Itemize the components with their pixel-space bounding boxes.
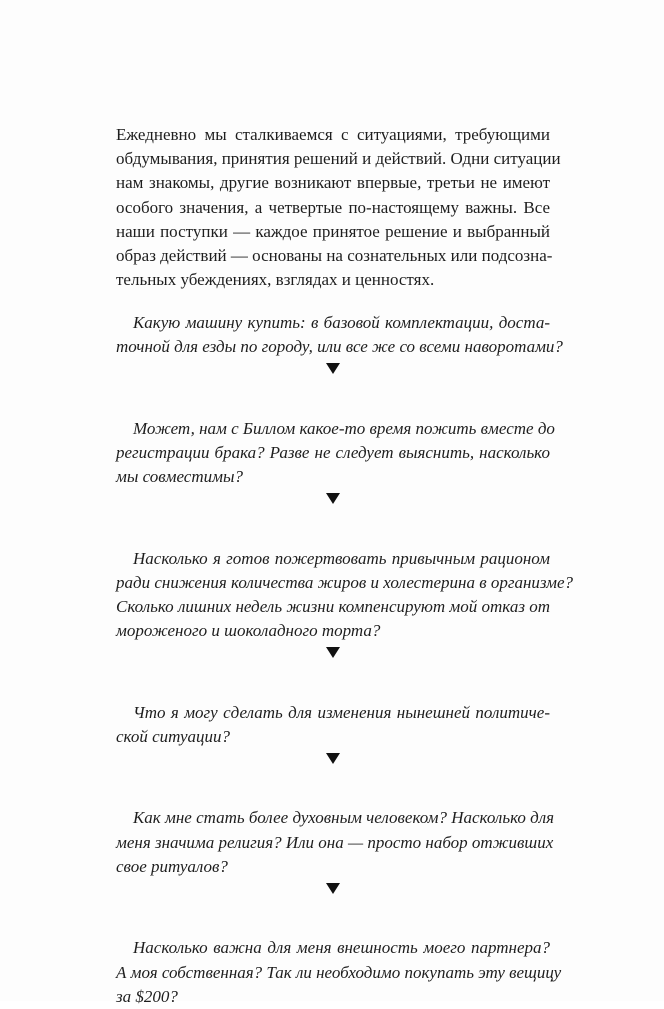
- question-line: за $200?: [116, 987, 178, 1006]
- question-line: мороженого и шоколадного торта?: [116, 621, 381, 640]
- question-line: Может, нам с Биллом какое-то время пожить вместе до: [133, 419, 555, 438]
- question-line: А моя собственная? Так ли необходимо покупать эту вещицу: [116, 963, 562, 982]
- question-line: Как мне стать более духовным человеком? Насколько для: [133, 808, 555, 827]
- down-triangle-icon: [326, 647, 340, 658]
- down-triangle-icon: [326, 883, 340, 894]
- question-line: Что я могу сделать для изменения нынешней политиче-: [133, 703, 550, 722]
- body-paragraph-line: тельных убеждениях, взглядах и ценностях.: [116, 270, 435, 289]
- down-triangle-icon: [326, 753, 340, 764]
- body-paragraph-line: образ действий — основаны на сознательных или подсозна-: [116, 246, 553, 265]
- question-line: Сколько лишних недель жизни компенсируют мой отказ от: [116, 597, 550, 616]
- body-paragraph-line: нам знакомы, другие возникают впервые, третьи не имеют: [116, 173, 550, 192]
- question-line: меня значима религия? Или она — просто набор отживших: [116, 833, 554, 852]
- question-line: ради снижения количества жиров и холестерина в организме?: [116, 573, 574, 592]
- question-line: мы совместимы?: [116, 467, 243, 486]
- question-line: точной для езды по городу, или все же со всеми наворотами?: [116, 337, 563, 356]
- down-triangle-icon: [326, 493, 340, 504]
- body-paragraph-line: особого значения, а четвертые по-настоящему важны. Все: [116, 198, 550, 217]
- body-paragraph-line: обдумывания, принятия решений и действий. Одни ситуации: [116, 149, 561, 168]
- body-paragraph-line: наши поступки — каждое принятое решение и выбранный: [116, 222, 550, 241]
- question-line: регистрации брака? Разве не следует выяснить, насколько: [116, 443, 550, 462]
- body-paragraph-line: Ежедневно мы сталкиваемся с ситуациями, требующими: [116, 125, 550, 144]
- question-line: ской ситуации?: [116, 727, 231, 746]
- down-triangle-icon: [326, 363, 340, 374]
- question-line: Насколько важна для меня внешность моего партнера?: [133, 938, 550, 957]
- question-line: свое ритуалов?: [116, 857, 228, 876]
- question-line: Насколько я готов пожертвовать привычным рационом: [133, 549, 550, 568]
- question-line: Какую машину купить: в базовой комплектации, доста-: [133, 313, 550, 332]
